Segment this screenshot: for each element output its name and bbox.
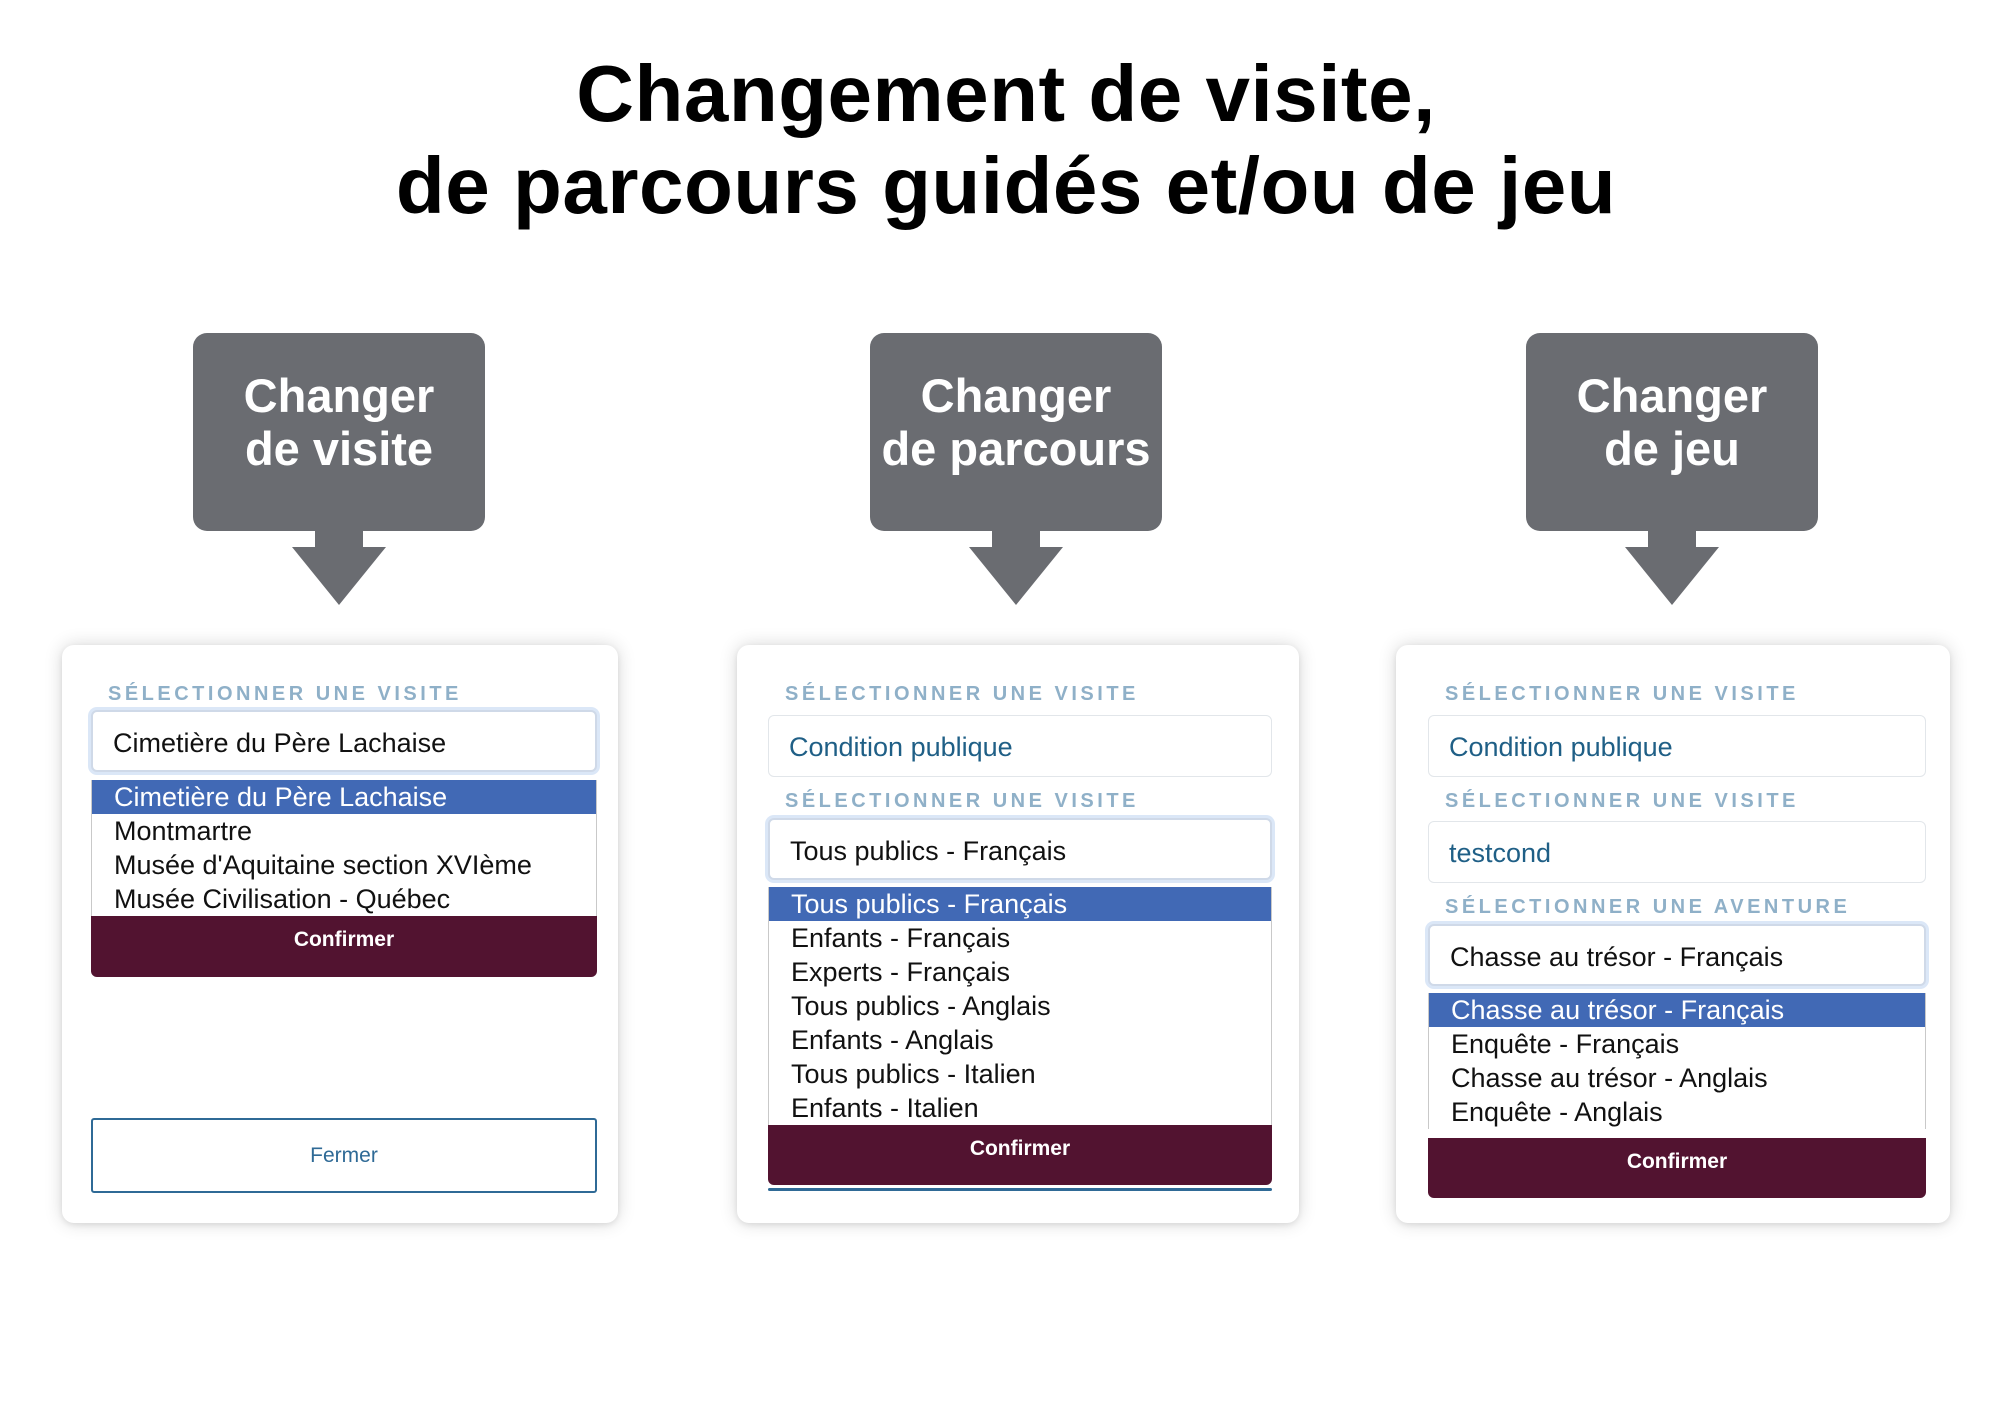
callout-line-1: Changer [1576,369,1768,422]
adventure-option[interactable]: Enquête - Anglais [1451,1097,1663,1127]
down-arrow-tip [292,547,386,605]
section-label: SÉLECTIONNER UNE AVENTURE [1445,896,1851,918]
route-option[interactable]: Tous publics - Français [769,887,1271,921]
visit-option[interactable]: Cimetière du Père Lachaise [92,780,596,814]
section-label: SÉLECTIONNER UNE VISITE [108,683,462,705]
section-label: SÉLECTIONNER UNE VISITE [1445,683,1799,705]
adventure-dropdown-list [1428,993,1926,1129]
callout-change-visit [193,333,485,531]
callout-line-2: de parcours [881,422,1151,475]
route-option[interactable]: Tous publics - Italien [791,1059,1036,1089]
visit-field[interactable]: Condition publique [1428,715,1926,777]
route-option[interactable]: Enfants - Anglais [791,1025,994,1055]
down-arrow-icon [992,531,1040,547]
callout-change-route [870,333,1162,531]
visit-field[interactable]: Condition publique [768,715,1272,777]
visit-panel [62,645,618,1223]
callout-line-1: Changer [243,369,435,422]
adventure-option[interactable]: Enquête - Français [1451,1029,1680,1059]
down-arrow-icon [315,531,363,547]
route-panel [737,645,1299,1223]
adventure-option[interactable]: Chasse au trésor - Anglais [1451,1063,1768,1093]
down-arrow-tip [969,547,1063,605]
confirm-button[interactable]: Confirmer [1428,1138,1926,1198]
page-title [0,48,2012,232]
down-arrow-tip [1625,547,1719,605]
route-option[interactable]: Tous publics - Anglais [791,991,1051,1021]
close-button-edge [768,1188,1272,1191]
adventure-select[interactable]: Chasse au trésor - Français [1428,924,1926,986]
route-option[interactable]: Enfants - Italien [791,1093,979,1123]
route-select[interactable]: Tous publics - Français [768,818,1272,880]
section-label: SÉLECTIONNER UNE VISITE [785,683,1139,705]
route-dropdown-list [768,887,1272,1125]
callout-change-game [1526,333,1818,531]
visit-option[interactable]: Musée Civilisation - Québec [114,884,451,914]
section-label: SÉLECTIONNER UNE VISITE [785,790,1139,812]
down-arrow-icon [1648,531,1696,547]
game-panel [1396,645,1950,1223]
route-option[interactable]: Experts - Français [791,957,1011,987]
page-title-line-2: de parcours guidés et/ou de jeu [395,141,1617,230]
close-button[interactable]: Fermer [91,1118,597,1193]
route-option[interactable]: Enfants - Français [791,923,1011,953]
visit-option[interactable]: Montmartre [114,816,253,846]
visit-option[interactable]: Musée d'Aquitaine section XVIème [114,850,532,880]
page-title-line-1: Changement de visite, [576,49,1436,138]
adventure-option[interactable]: Chasse au trésor - Français [1429,993,1925,1027]
confirm-button[interactable]: Confirmer [91,916,597,977]
route-field[interactable]: testcond [1428,821,1926,883]
visit-dropdown-list [91,780,597,916]
confirm-button[interactable]: Confirmer [768,1125,1272,1185]
callout-line-1: Changer [920,369,1112,422]
section-label: SÉLECTIONNER UNE VISITE [1445,790,1799,812]
callout-line-2: de jeu [1604,422,1740,475]
visit-select[interactable]: Cimetière du Père Lachaise [91,710,597,772]
callout-line-2: de visite [244,422,434,475]
